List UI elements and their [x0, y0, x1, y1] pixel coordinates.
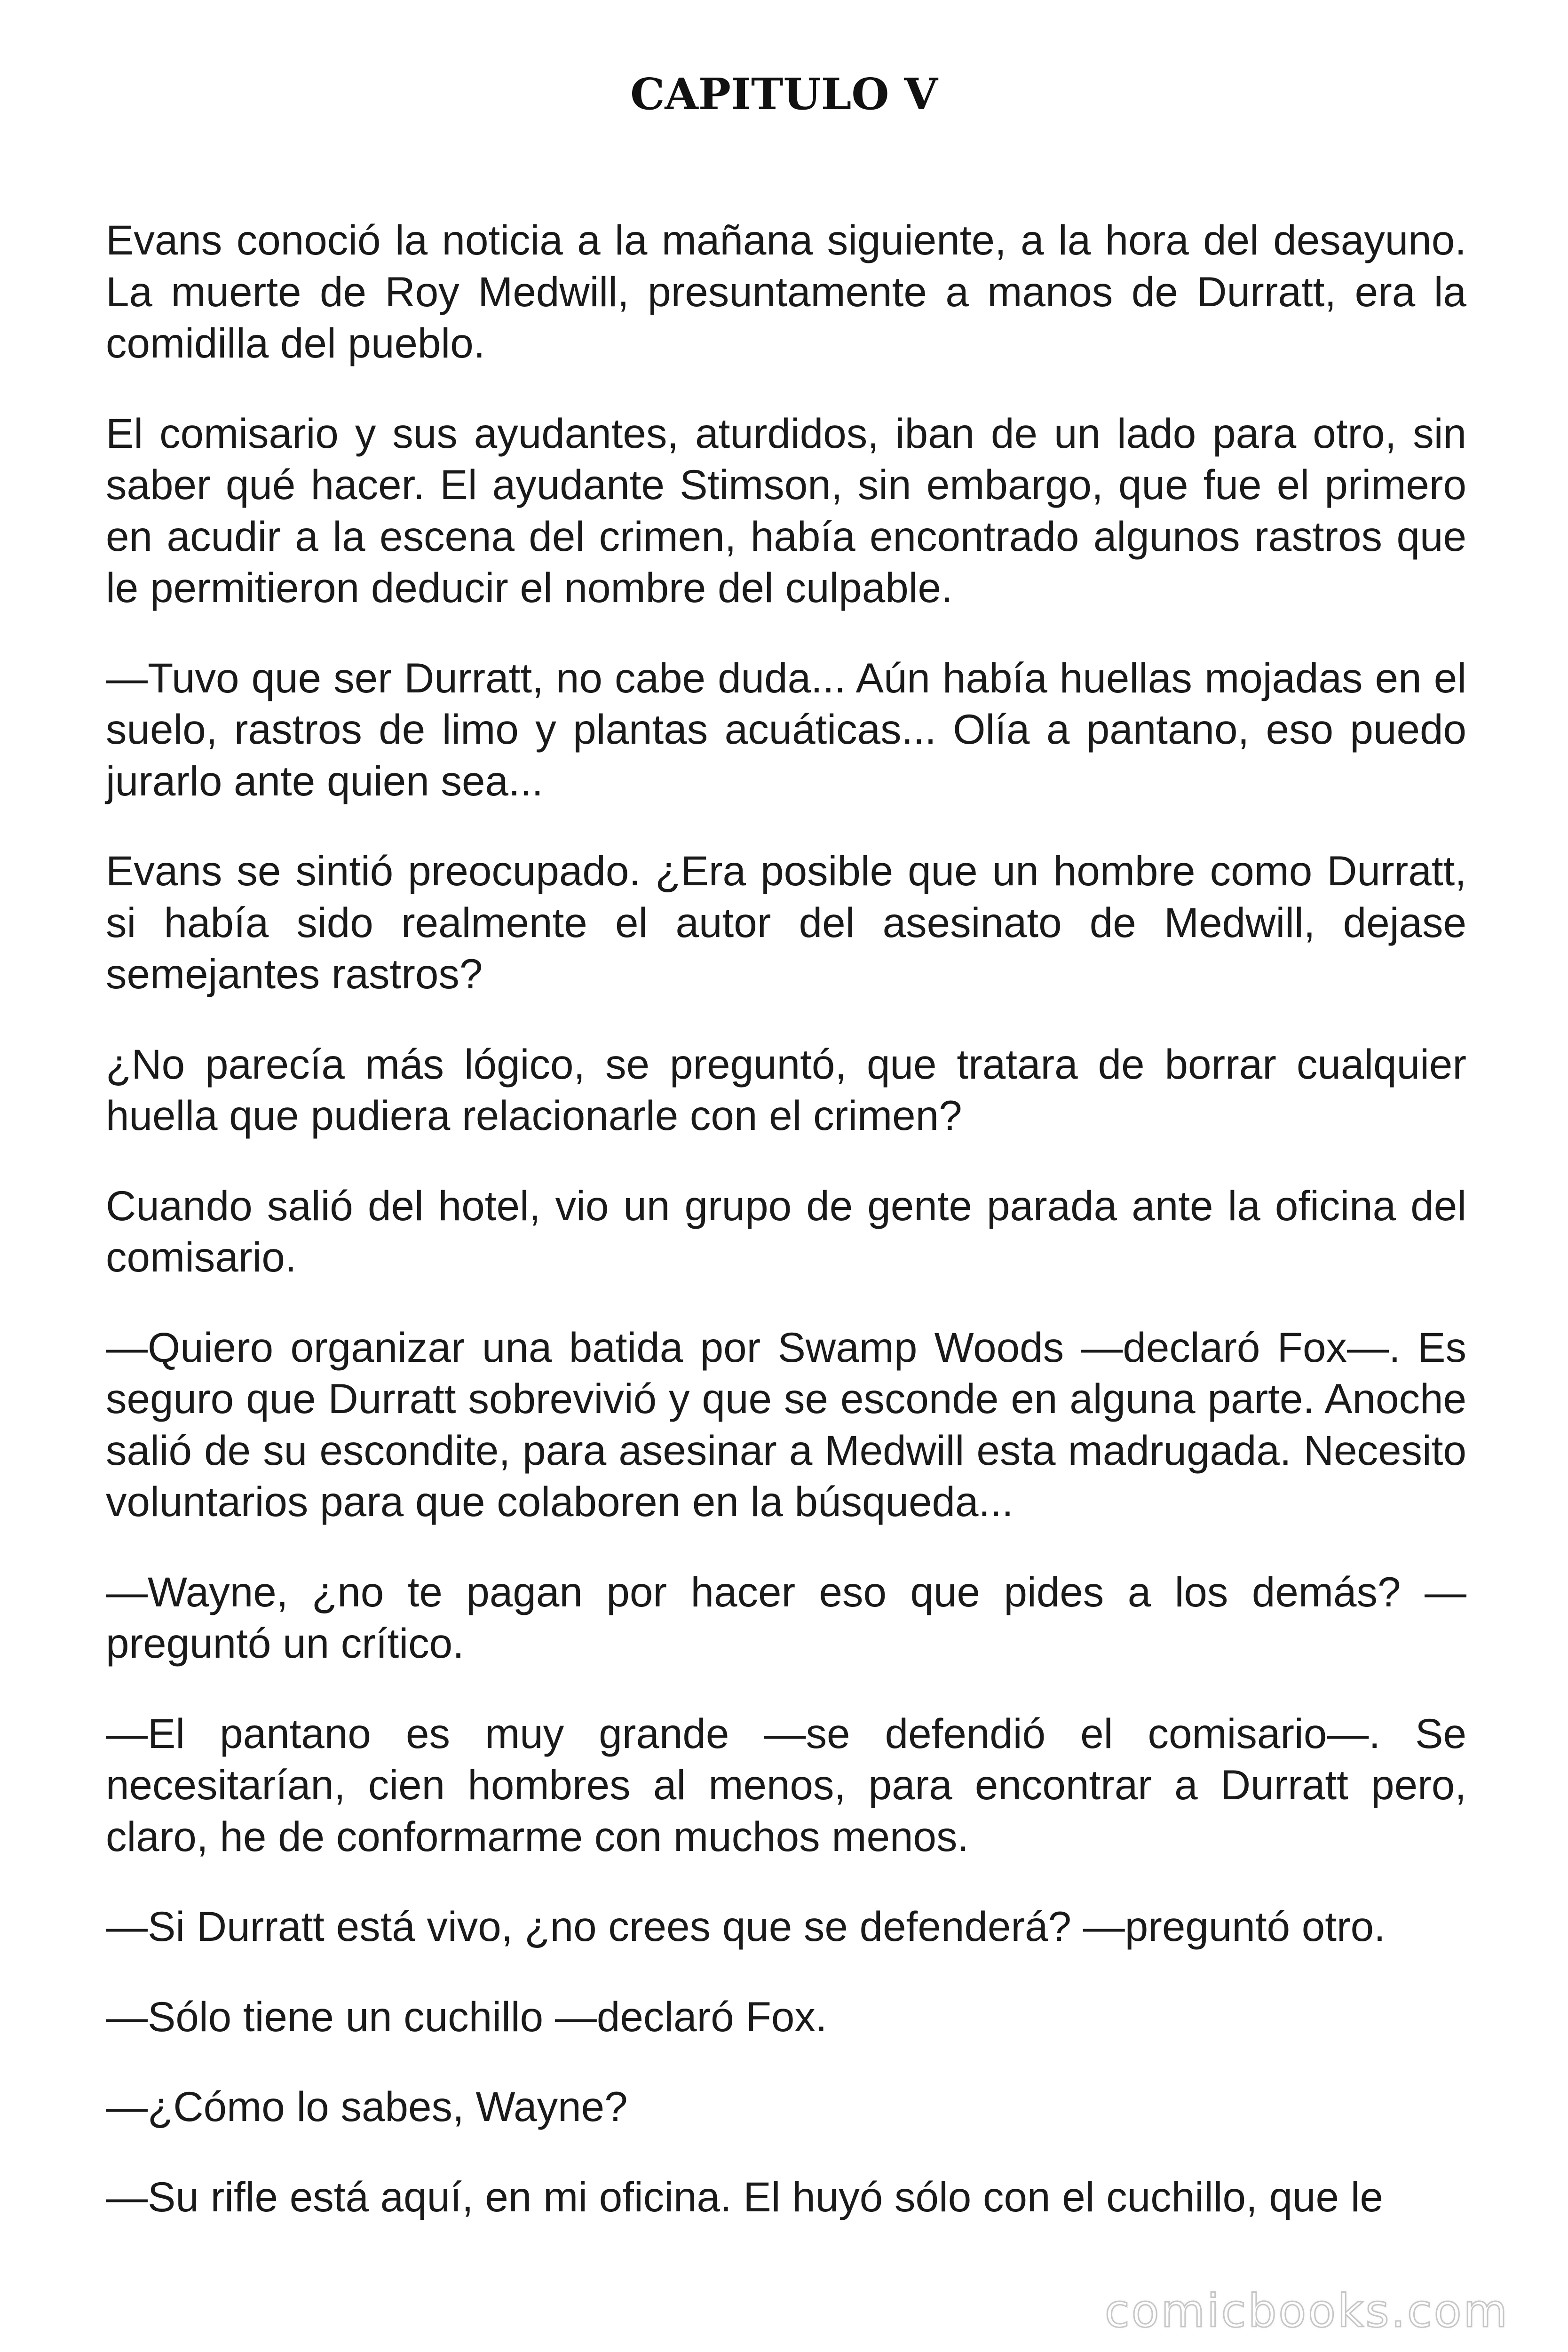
paragraph-7: —Quiero organizar una batida por Swamp Woods —declaró Fox—. Es seguro que Durratt sobrevivió y que se esconde en alguna parte. Anoche salió de su escondite, para asesinar a Medwill esta madrugada. Necesito voluntarios para que colaboren en la búsqueda...: [106, 1323, 1466, 1525]
paragraph-1: Evans conoció la noticia a la mañana siguiente, a la hora del desayuno. La muerte de Roy Medwill, presuntamente a manos de Durratt, era la comidilla del pueblo.: [106, 216, 1466, 366]
paragraph-3: —Tuvo que ser Durratt, no cabe duda... Aún había huellas mojadas en el suelo, rastros de limo y plantas acuáticas... Olía a pantano, eso puedo jurarlo ante quien sea...: [106, 654, 1466, 804]
paragraph-12: —¿Cómo lo sabes, Wayne?: [106, 2083, 628, 2130]
paragraph-10: —Si Durratt está vivo, ¿no crees que se defenderá? —preguntó otro.: [106, 1903, 1386, 1950]
paragraph-9: —El pantano es muy grande —se defendió el comisario—. Se necesitarían, cien hombres al menos, para encontrar a Durratt pero, claro, he de conformarme con muchos menos.: [106, 1709, 1466, 1860]
paragraph-11: —Sólo tiene un cuchillo —declaró Fox.: [106, 1993, 827, 2040]
body-text: [106, 215, 1466, 2223]
paragraph-5: ¿No parecía más lógico, se preguntó, que tratara de borrar cualquier huella que pudiera relacionarle con el crimen?: [106, 1040, 1466, 1139]
chapter-title: CAPITULO V: [630, 69, 938, 119]
paragraph-8: —Wayne, ¿no te pagan por hacer eso que pides a los demás? —preguntó un crítico.: [106, 1568, 1466, 1667]
watermark-logo: comicbooks.com: [1104, 2285, 1509, 2337]
paragraph-4: Evans se sintió preocupado. ¿Era posible que un hombre como Durratt, si había sido realmente el autor del asesinato de Medwill, dejase semejantes rastros?: [106, 847, 1466, 997]
paragraph-13: —Su rifle está aquí, en mi oficina. El huyó sólo con el cuchillo, que le: [106, 2173, 1383, 2220]
paragraph-2: El comisario y sus ayudantes, aturdidos, iban de un lado para otro, sin saber qué hacer. El ayudante Stimson, sin embargo, que fue el primero en acudir a la escena del crimen, había encontrado algunos rastros que le permitieron deducir el nombre del culpable.: [106, 409, 1466, 611]
paragraph-6: Cuando salió del hotel, vio un grupo de gente parada ante la oficina del comisario.: [106, 1182, 1466, 1280]
